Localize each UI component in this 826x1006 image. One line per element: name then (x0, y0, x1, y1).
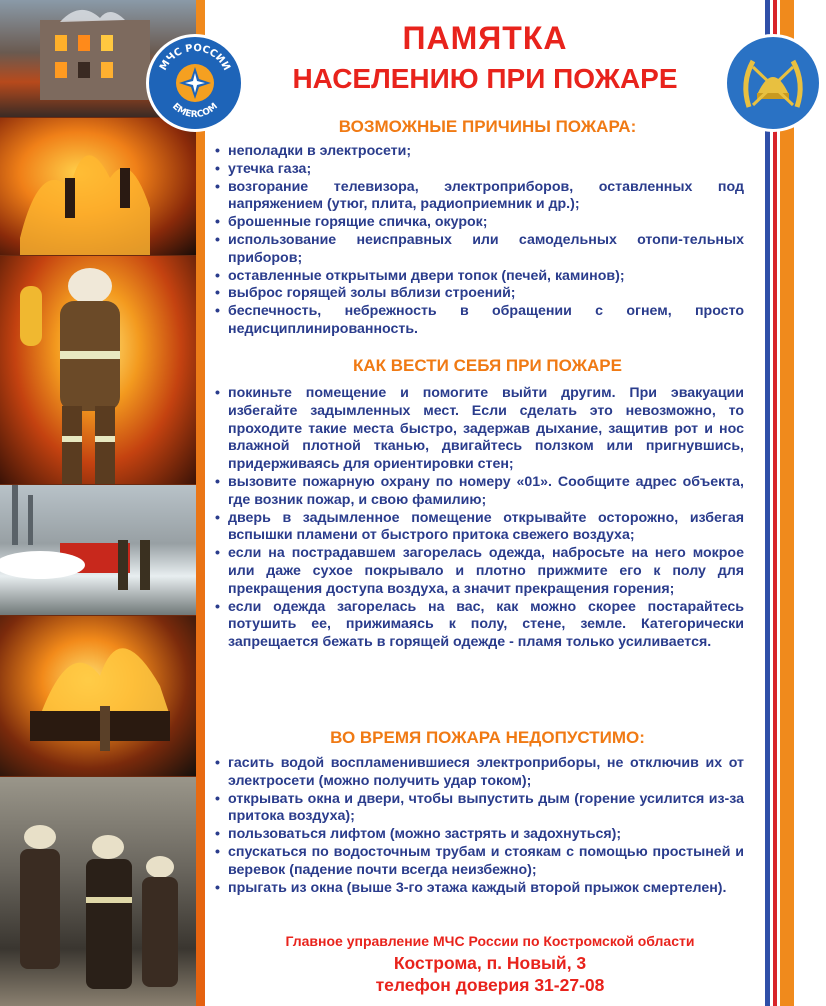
footer-organization: Главное управление МЧС России по Костромской области (285, 933, 695, 949)
list-item: • оставленные открытыми двери топок (печей, каминов); (214, 268, 744, 286)
section-heading-forbidden: ВО ВРЕМЯ ПОЖАРА НЕДОПУСТИМО: (330, 728, 645, 747)
list-item: • беспечность, небрежность в обращении с огнем, просто недисциплинированность. (214, 303, 744, 339)
red-stripe (773, 0, 777, 1006)
firefighter-photo (0, 256, 196, 484)
fire-truck-photo (0, 485, 196, 615)
list-item: • пользоваться лифтом (можно застрять и задохнуться); (214, 826, 744, 844)
page-subtitle: НАСЕЛЕНИЮ ПРИ ПОЖАРЕ (292, 63, 678, 94)
section-heading-causes: ВОЗМОЖНЫЕ ПРИЧИНЫ ПОЖАРА: (338, 117, 637, 136)
list-item: • прыгать из окна (выше 3-го этажа каждый второй прыжок смертелен). (214, 880, 744, 898)
list-item: • покиньте помещение и помогите выйти другим. При эвакуации избегайте задымленных мест. Если сделать это невозможно, то проходите такие места быстро, задержав дыхание, защитив рот и нос влажной плотной тканью, двигайтесь ползком или пригнувшись, придерживаясь для ориентировки стен; (214, 385, 744, 474)
list-item: • если одежда загорелась на вас, как можно скорее постарайтесь потушить ее, прижимаясь к полу, стене, земле. Категорически запрещается бежать в горящей одежде - пламя только усиливается. (214, 599, 744, 652)
burning-house-photo (0, 616, 196, 776)
forbidden-list (214, 755, 744, 897)
section-heading-behavior: КАК ВЕСТИ СЕБЯ ПРИ ПОЖАРЕ (353, 356, 622, 375)
orange-divider-stripe (196, 0, 205, 1006)
behavior-list (214, 385, 744, 652)
fire-scene-photo (0, 118, 196, 255)
footer-phone: телефон доверия 31-27-08 (375, 975, 605, 995)
list-item: • гасить водой воспламенившиеся электроприборы, не отключив их от электросети (можно получить удар током); (214, 755, 744, 791)
photo-column (0, 0, 196, 1006)
blue-stripe (765, 0, 770, 1006)
list-item: • утечка газа; (214, 161, 744, 179)
list-item: • вызовите пожарную охрану по номеру «01». Сообщите адрес объекта, где возник пожар, и свою фамилию; (214, 474, 744, 510)
causes-list (214, 143, 744, 339)
list-item: • использование неисправных или самодельных отопи-тельных приборов; (214, 232, 744, 268)
emblem-bottom-text: EMERCOM (170, 101, 220, 121)
list-item: • возгорание телевизора, электроприборов, оставленных под напряжением (утюг, плита, радиоприемник и др.); (214, 179, 744, 215)
emblem-top-text: МЧС РОССИИ (158, 42, 232, 73)
list-item: • неполадки в электросети; (214, 143, 744, 161)
page-title: ПАМЯТКА (402, 20, 568, 56)
firefighters-team-photo (0, 777, 196, 1006)
list-item: • выброс горящей золы вблизи строений; (214, 285, 744, 303)
list-item: • спускаться по водосточным трубам и стоякам с помощью простыней и веревок (падение почти всегда неизбежно); (214, 844, 744, 880)
list-item: • если на пострадавшем загорелась одежда, набросьте на него мокрое или даже сухое покрывало и плотно прижмите его к полу для прекращения доступа воздуха, а значит прекращения горения; (214, 545, 744, 598)
orange-stripe-right (780, 0, 794, 1006)
list-item: • дверь в задымленное помещение открывайте осторожно, избегая вспышки пламени от быстрого притока свежего воздуха; (214, 510, 744, 546)
footer-address: Кострома, п. Новый, 3 (393, 953, 587, 973)
list-item: • открывать окна и двери, чтобы выпустить дым (горение усилится из-за притока воздуха); (214, 791, 744, 827)
list-item: • брошенные горящие спичка, окурок; (214, 214, 744, 232)
